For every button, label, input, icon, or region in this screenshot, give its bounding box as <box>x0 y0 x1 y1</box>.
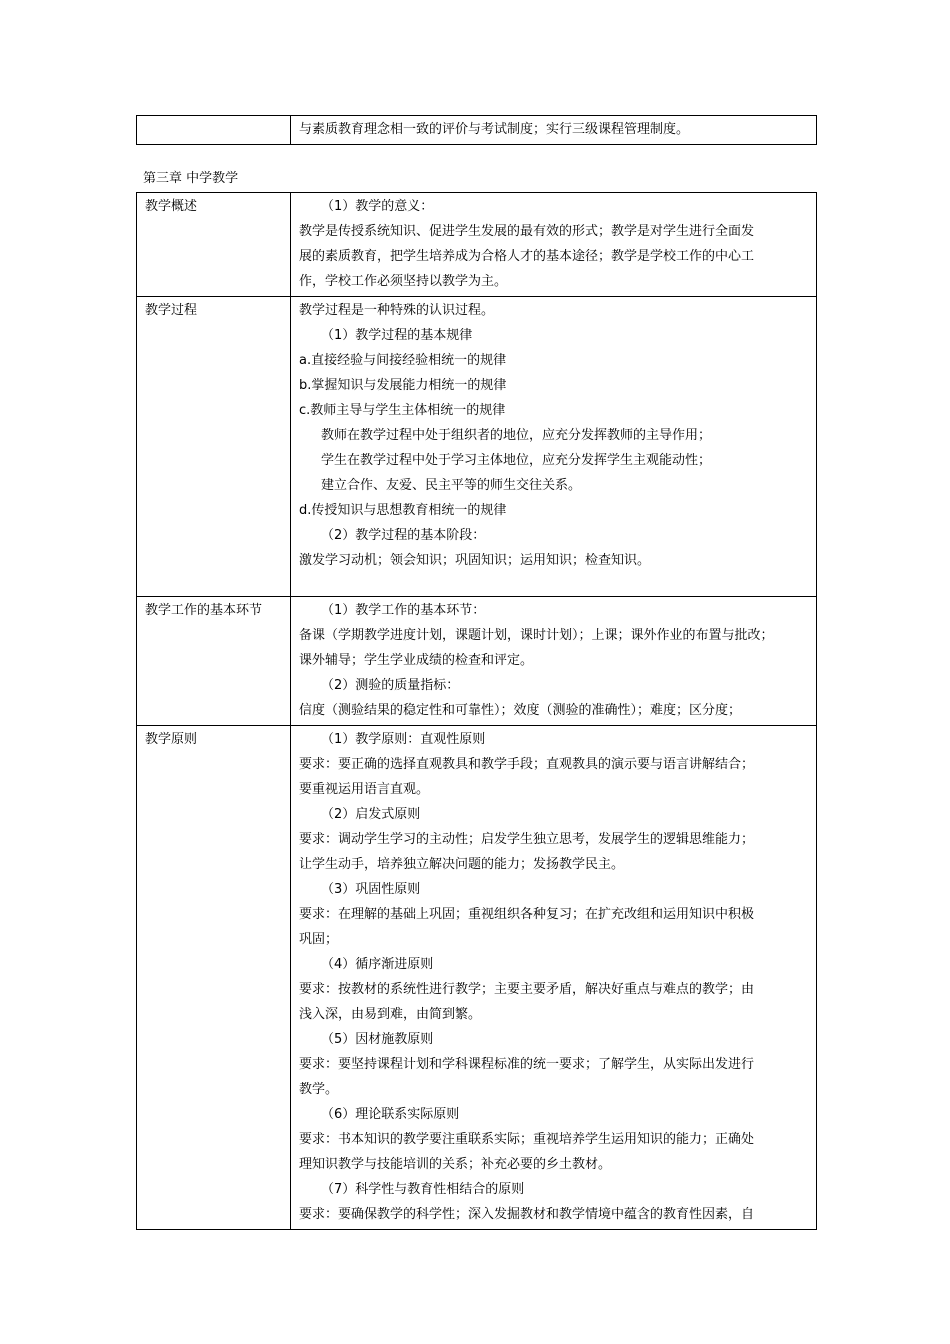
row-label: 教学过程 <box>137 297 291 597</box>
content-line: 要重视运用语言直观。 <box>299 782 430 797</box>
content-line: 要求：按教材的系统性进行教学；主要主要矛盾，解决好重点与难点的教学；由 <box>299 982 755 997</box>
content-line: 备课（学期教学进度计划，课题计划，课时计划）；上课；课外作业的布置与批改； <box>299 628 774 643</box>
table-row <box>137 116 817 145</box>
table-cell-empty <box>137 116 291 145</box>
content-line: （1）教学工作的基本环节： <box>321 603 486 618</box>
content-line: 要求：要坚持课程计划和学科课程标准的统一要求；了解学生，从实际出发进行 <box>299 1057 755 1072</box>
content-line: （1）教学的意义： <box>321 199 434 214</box>
content-line: （2）教学过程的基本阶段： <box>321 528 486 543</box>
content-line: （6）理论联系实际原则 <box>321 1107 460 1122</box>
row-content <box>291 597 817 726</box>
content-line: 要求：要正确的选择直观教具和教学手段；直观教具的演示要与语言讲解结合； <box>299 757 755 772</box>
content-line: 教学。 <box>299 1082 339 1097</box>
content-line: （3）巩固性原则 <box>321 882 421 897</box>
content-line: 展的素质教育，把学生培养成为合格人才的基本途径；教学是学校工作的中心工 <box>299 249 755 264</box>
table-row-overview <box>137 193 817 297</box>
content-line: 学生在教学过程中处于学习主体地位，应充分发挥学生主观能动性； <box>321 453 712 468</box>
continued-table <box>136 115 817 145</box>
content-line: 浅入深，由易到难，由简到繁。 <box>299 1007 482 1022</box>
row-label: 教学概述 <box>137 193 291 297</box>
chapter-heading: 第三章 中学教学 <box>143 171 239 186</box>
content-line: 让学生动手，培养独立解决问题的能力；发扬教学民主。 <box>299 857 625 872</box>
content-line: 教师在教学过程中处于组织者的地位，应充分发挥教师的主导作用； <box>321 428 712 443</box>
content-line: 作，学校工作必须坚持以教学为主。 <box>299 274 508 289</box>
content-line: （7）科学性与教育性相结合的原则 <box>321 1182 525 1197</box>
content-line: 建立合作、友爱、民主平等的师生交往关系。 <box>321 478 582 493</box>
content-line: 要求：要确保教学的科学性；深入发掘教材和教学情境中蕴含的教育性因素，自 <box>299 1207 755 1222</box>
content-line: （4）循序渐进原则 <box>321 957 434 972</box>
content-line: 教学是传授系统知识、促进学生发展的最有效的形式；教学是对学生进行全面发 <box>299 224 755 239</box>
content-line: b.掌握知识与发展能力相统一的规律 <box>299 378 507 393</box>
table-row-process <box>137 297 817 597</box>
row-label: 教学工作的基本环节 <box>137 597 291 726</box>
table-cell-text: 与素质教育理念相一致的评价与考试制度；实行三级课程管理制度。 <box>291 116 817 145</box>
row-label: 教学原则 <box>137 726 291 1230</box>
content-line: 巩固； <box>299 932 339 947</box>
content-line: 理知识教学与技能培训的关系；补充必要的乡土教材。 <box>299 1157 612 1172</box>
chapter-table <box>136 192 817 1230</box>
row-content <box>291 726 817 1230</box>
content-line: 要求：调动学生学习的主动性；启发学生独立思考，发展学生的逻辑思维能力； <box>299 832 755 847</box>
content-line: 教学过程是一种特殊的认识过程。 <box>299 303 495 318</box>
content-line: d.传授知识与思想教育相统一的规律 <box>299 503 507 518</box>
content-line: （1）教学原则：直观性原则 <box>321 732 486 747</box>
content-line: 要求：在理解的基础上巩固；重视组织各种复习；在扩充改组和运用知识中积极 <box>299 907 755 922</box>
content-line: c.教师主导与学生主体相统一的规律 <box>299 403 506 418</box>
content-line: （1）教学过程的基本规律 <box>321 328 473 343</box>
content-line: （2）测验的质量指标： <box>321 678 460 693</box>
row-content <box>291 193 817 297</box>
content-line: 要求：书本知识的教学要注重联系实际；重视培养学生运用知识的能力；正确处 <box>299 1132 755 1147</box>
content-line: a.直接经验与间接经验相统一的规律 <box>299 353 507 368</box>
row-content <box>291 297 817 597</box>
table-row-principles <box>137 726 817 1230</box>
content-line: （2）启发式原则 <box>321 807 421 822</box>
content-line: 信度（测验结果的稳定性和可靠性）；效度（测验的准确性）；难度；区分度； <box>299 703 742 718</box>
table-row-teaching-steps <box>137 597 817 726</box>
content-line: 激发学习动机；领会知识；巩固知识；运用知识；检查知识。 <box>299 553 651 568</box>
content-line: （5）因材施教原则 <box>321 1032 434 1047</box>
content-line: 课外辅导；学生学业成绩的检查和评定。 <box>299 653 534 668</box>
